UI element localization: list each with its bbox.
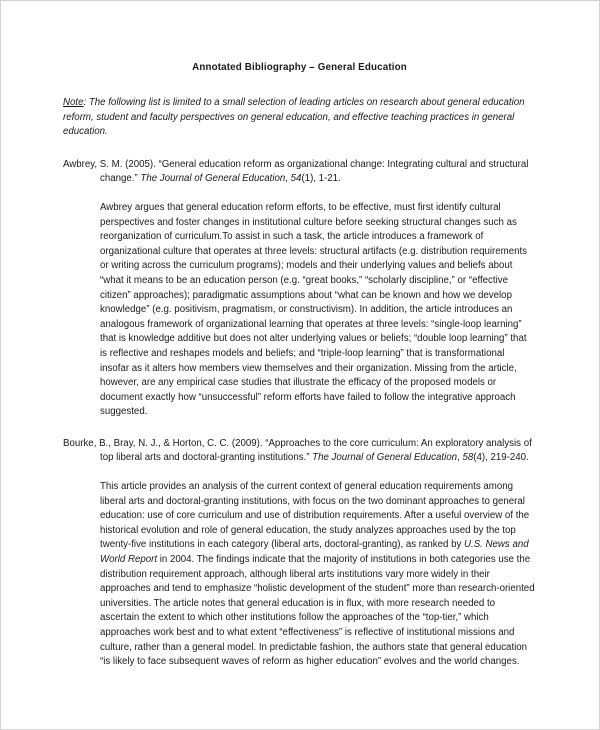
citation-reference [63, 158, 536, 187]
citation-issue-pages: (1), 1-21. [301, 173, 341, 185]
citation-journal-title: The Journal of General Education [312, 452, 458, 464]
citation-volume: 54 [290, 173, 302, 185]
note-separator: : [83, 97, 89, 108]
note-text: The following list is limited to a small selection of leading articles on research about general education reform, student and faculty perspectives on general education, and effective teaching practices in general education. [63, 97, 525, 138]
citation-text-lead: Awbrey, S. M. (2005). “General education reform as organizational change: Integrating cultural and structural change.” [63, 158, 529, 185]
citation-comma: , [285, 173, 291, 185]
annotation-text-lead: This article provides an analysis of the current context of general education requirements among liberal arts and doctoral-granting institutions, with focus on the two dominant approaches to general education: use of core curriculum and use of distribution requirements. After a useful overview of the historical evolution and role of general education, the study analyzes approaches used by the top twenty-five institutions in each category (liberal arts, doctoral-granting), as ranked by [100, 481, 530, 551]
note-label: Note [63, 97, 84, 108]
page-title: Annotated Bibliography – General Education [192, 62, 407, 73]
bibliography-entry [63, 158, 536, 420]
annotation-cited-publication: U.S. News and World Report [100, 539, 529, 566]
citation-issue-pages: (4), 219-240. [473, 452, 529, 464]
citation-journal-title: The Journal of General Education [140, 173, 286, 185]
annotation-paragraph: Awbrey argues that general education reform efforts, to be effective, must first identify cultural perspectives and foster changes in institutional culture before seeking structural changes such as reorganization of curriculum.To assist in such a task, the article introduces a framework of organizational culture that operates at three levels: structural artifacts (e.g. distribution requirements or writing across the curriculum programs); models and their underlying values and beliefs about “what it means to be an education person (e.g. “great books,” “scholarly discipline,” or “effective citizen” approaches); paradigmatic assumptions about “what can be known and how we develop knowledge” (e.g. positivism, pragmatism, or constructivism). In addition, the article introduces an analogous framework of organizational learning that operates at three levels: “single-loop learning” that is knowledge additive but does not alter underlying values or beliefs; “double loop learning” that is reflective and reshapes models and beliefs; and “triple-loop learning” that is transformational insofar as it alters how members view themselves and their organization. Missing from the article, however, are any empirical case studies that illustrate the efficacy of the proposed models or document exactly how “unsuccessful” reform efforts have failed to follow the integrative approach suggested. [100, 201, 528, 418]
citation-text-lead: Bourke, B., Bray, N. J., & Horton, C. C. (2009). “Approaches to the core curriculum: An exploratory analysis of top liberal arts and doctoral-granting institutions.” [63, 437, 532, 464]
note-paragraph [63, 96, 536, 140]
page-content-area [1, 1, 599, 670]
annotation-text-tail: in 2004. The findings indicate that the majority of institutions in both categories use the distribution requirement approach, although liberal arts institutions vary more widely in their approaches and tend to emphasize “holistic development of the student” more than research-oriented universities. The article notes that general education is in flux, with more research needed to ascertain the extent to which other institutions follow the approaches of the “top-tier,” which approaches work best and to what extent “effectiveness” is reflective of institutional missions and culture, rather than a general model. In predictable fashion, the authors state that general education “is likely to face subsequent waves of reform as higher education” evolves and the world changes. [100, 554, 535, 668]
citation-reference [63, 437, 536, 466]
citation-comma: , [457, 452, 463, 464]
annotation-paragraph [63, 480, 536, 670]
citation-volume: 58 [462, 452, 474, 464]
bibliography-entry [63, 437, 536, 670]
